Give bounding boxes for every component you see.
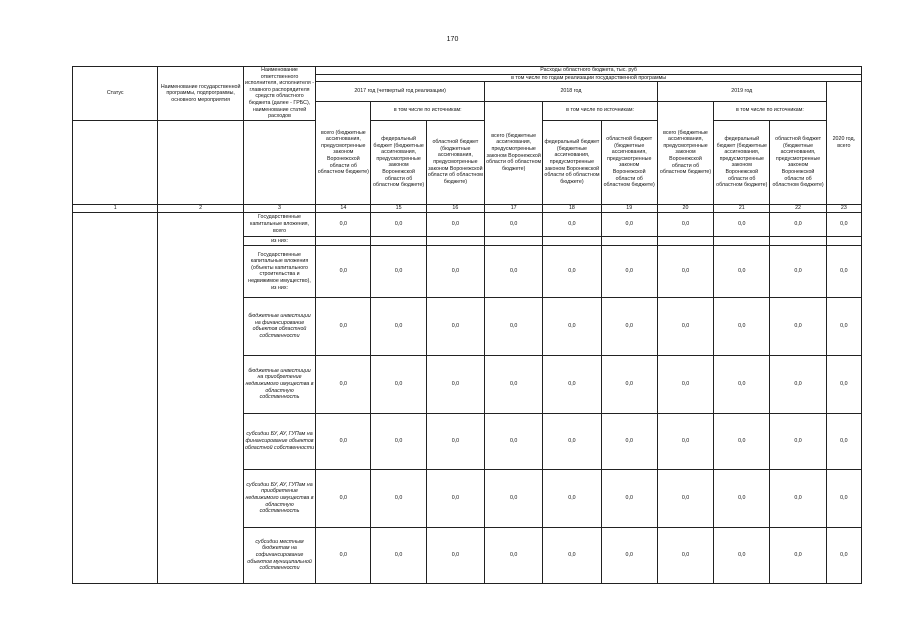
value-cell: 0,0 [770, 212, 826, 236]
header-regional-2017: областной бюджет (бюджетные ассигнования, предусмотренные законом Воронежской области об областном бюджете) [426, 120, 484, 204]
value-cell: 0,0 [543, 469, 601, 527]
value-cell: 0,0 [826, 212, 861, 236]
value-cell: 0,0 [657, 469, 713, 527]
header-status-cont [73, 120, 158, 204]
header-executor-cont [243, 120, 315, 204]
value-cell: 0,0 [826, 527, 861, 583]
column-number: 17 [485, 204, 543, 212]
value-cell: 0,0 [426, 469, 484, 527]
value-cell: 0,0 [426, 212, 484, 236]
value-cell: 0,0 [426, 355, 484, 413]
value-cell: 0,0 [316, 469, 371, 527]
row-label: субсидии БУ, АУ, ГУПам на финансирование объектов областной собственности [243, 413, 315, 469]
value-cell: 0,0 [543, 245, 601, 297]
row-label: бюджетные инвестиции на финансирование объектов областной собственности [243, 297, 315, 355]
table-row [73, 212, 862, 236]
value-cell: 0,0 [770, 355, 826, 413]
header-regional-2018: областной бюджет (бюджетные ассигнования, предусмотренные законом Воронежской области об областном бюджете) [601, 120, 657, 204]
value-cell: 0,0 [657, 297, 713, 355]
value-cell: 0,0 [770, 297, 826, 355]
value-cell: 0,0 [657, 527, 713, 583]
value-cell: 0,0 [601, 297, 657, 355]
column-number: 16 [426, 204, 484, 212]
header-total-2018: всего (бюджетные ассигнования, предусмотренные законом Воронежской области об областном бюджете) [485, 101, 543, 204]
column-number: 15 [371, 204, 426, 212]
value-cell: 0,0 [714, 413, 770, 469]
row-label: Государственные капитальные вложения (объекты капитального строительства и недвижимое имущество), из них: [243, 245, 315, 297]
value-cell: 0,0 [426, 527, 484, 583]
value-cell: 0,0 [371, 355, 426, 413]
value-cell: 0,0 [657, 245, 713, 297]
value-cell: 0,0 [826, 355, 861, 413]
value-cell: 0,0 [714, 212, 770, 236]
header-federal-2018: федеральный бюджет (бюджетные ассигнования, предусмотренные законом Воронежской области об областном бюджете) [543, 120, 601, 204]
header-program-name: Наименование государственной программы, подпрограммы, основного мероприятия [158, 67, 243, 121]
header-sources-2018: в том числе по источникам: [543, 101, 658, 120]
header-executor: Наименование ответственного исполнителя, исполнителя - главного распорядителя средств областного бюджета (далее - ГРБС), наименование статей расходов [245, 67, 314, 120]
value-cell: 0,0 [601, 355, 657, 413]
value-cell: 0,0 [770, 469, 826, 527]
value-cell: 0,0 [426, 297, 484, 355]
value-cell: 0,0 [371, 413, 426, 469]
value-cell: 0,0 [371, 527, 426, 583]
value-cell [601, 236, 657, 245]
value-cell: 0,0 [371, 297, 426, 355]
header-federal-2017: федеральный бюджет (бюджетные ассигнования, предусмотренные законом Воронежской области об областном бюджете) [371, 120, 426, 204]
value-cell: 0,0 [714, 245, 770, 297]
value-cell: 0,0 [826, 245, 861, 297]
column-number: 18 [543, 204, 601, 212]
column-number: 3 [243, 204, 315, 212]
value-cell: 0,0 [485, 297, 543, 355]
header-total-2019: всего (бюджетные ассигнования, предусмотренные законом Воронежской области об областном бюджете) [657, 101, 713, 204]
value-cell: 0,0 [657, 212, 713, 236]
value-cell: 0,0 [316, 355, 371, 413]
row-label: субсидии БУ, АУ, ГУПам на приобретение недвижимого имущества в областную собственность [243, 469, 315, 527]
value-cell: 0,0 [601, 527, 657, 583]
value-cell: 0,0 [714, 355, 770, 413]
value-cell: 0,0 [714, 469, 770, 527]
header-year-2017: 2017 год (четвертый год реализации) [316, 82, 485, 101]
value-cell [543, 236, 601, 245]
value-cell: 0,0 [543, 355, 601, 413]
expenses-table [72, 66, 862, 584]
header-regional-2019: областной бюджет (бюджетные ассигнования, предусмотренные законом Воронежской области об областном бюджете) [770, 120, 826, 204]
value-cell: 0,0 [485, 527, 543, 583]
value-cell: 0,0 [770, 413, 826, 469]
value-cell [770, 236, 826, 245]
value-cell: 0,0 [485, 469, 543, 527]
value-cell: 0,0 [316, 297, 371, 355]
value-cell: 0,0 [543, 413, 601, 469]
column-number: 19 [601, 204, 657, 212]
value-cell: 0,0 [371, 212, 426, 236]
header-year-2020: 2020 год, всего [826, 82, 861, 205]
program-name-cell [158, 212, 243, 583]
value-cell [371, 236, 426, 245]
value-cell: 0,0 [543, 527, 601, 583]
value-cell [485, 236, 543, 245]
value-cell: 0,0 [316, 245, 371, 297]
value-cell: 0,0 [543, 297, 601, 355]
value-cell: 0,0 [601, 469, 657, 527]
row-label: Государственные капитальные вложения, всего [243, 212, 315, 236]
column-numbers-row [73, 204, 862, 212]
value-cell: 0,0 [770, 527, 826, 583]
value-cell: 0,0 [601, 245, 657, 297]
value-cell: 0,0 [657, 413, 713, 469]
value-cell: 0,0 [485, 355, 543, 413]
column-number: 22 [770, 204, 826, 212]
header-status: Статус [73, 67, 158, 121]
value-cell: 0,0 [714, 527, 770, 583]
value-cell: 0,0 [770, 245, 826, 297]
table-header [73, 67, 862, 213]
column-number: 1 [73, 204, 158, 212]
column-number: 2 [158, 204, 243, 212]
table-body [73, 212, 862, 583]
header-year-2019: 2019 год [657, 82, 826, 101]
value-cell: 0,0 [485, 413, 543, 469]
header-federal-2019: федеральный бюджет (бюджетные ассигнования, предусмотренные законом Воронежской области об областном бюджете) [714, 120, 770, 204]
header-sources-2017: в том числе по источникам: [371, 101, 485, 120]
column-number: 14 [316, 204, 371, 212]
value-cell [316, 236, 371, 245]
value-cell: 0,0 [426, 413, 484, 469]
value-cell: 0,0 [485, 245, 543, 297]
row-label: субсидии местным бюджетам на софинансирование объектов муниципальной собственности [243, 527, 315, 583]
value-cell: 0,0 [316, 413, 371, 469]
value-cell [657, 236, 713, 245]
value-cell [826, 236, 861, 245]
value-cell: 0,0 [826, 413, 861, 469]
value-cell: 0,0 [601, 212, 657, 236]
page-number: 170 [446, 36, 459, 43]
value-cell: 0,0 [714, 297, 770, 355]
column-number: 20 [657, 204, 713, 212]
header-year-2018: 2018 год [485, 82, 658, 101]
value-cell: 0,0 [826, 469, 861, 527]
row-label: бюджетные инвестиции на приобретение недвижимого имущества в областную собственность [243, 355, 315, 413]
value-cell: 0,0 [426, 245, 484, 297]
status-cell [73, 212, 158, 583]
value-cell: 0,0 [371, 469, 426, 527]
header-total-2017: всего (бюджетные ассигнования, предусмотренные законом Воронежской области об областном бюджете) [316, 101, 371, 204]
value-cell: 0,0 [657, 355, 713, 413]
value-cell: 0,0 [485, 212, 543, 236]
row-label: из них: [243, 236, 315, 245]
header-expenses-title: Расходы областного бюджета, тыс. руб [316, 67, 862, 75]
header-program-cont [158, 120, 243, 204]
value-cell: 0,0 [826, 297, 861, 355]
value-cell: 0,0 [316, 212, 371, 236]
column-number: 23 [826, 204, 861, 212]
header-by-year: в том числе по годам реализации государственной программы [316, 74, 862, 82]
value-cell: 0,0 [543, 212, 601, 236]
column-number: 21 [714, 204, 770, 212]
value-cell [426, 236, 484, 245]
header-sources-2019: в том числе по источникам: [714, 101, 827, 120]
value-cell: 0,0 [601, 413, 657, 469]
value-cell: 0,0 [316, 527, 371, 583]
value-cell [714, 236, 770, 245]
value-cell: 0,0 [371, 245, 426, 297]
